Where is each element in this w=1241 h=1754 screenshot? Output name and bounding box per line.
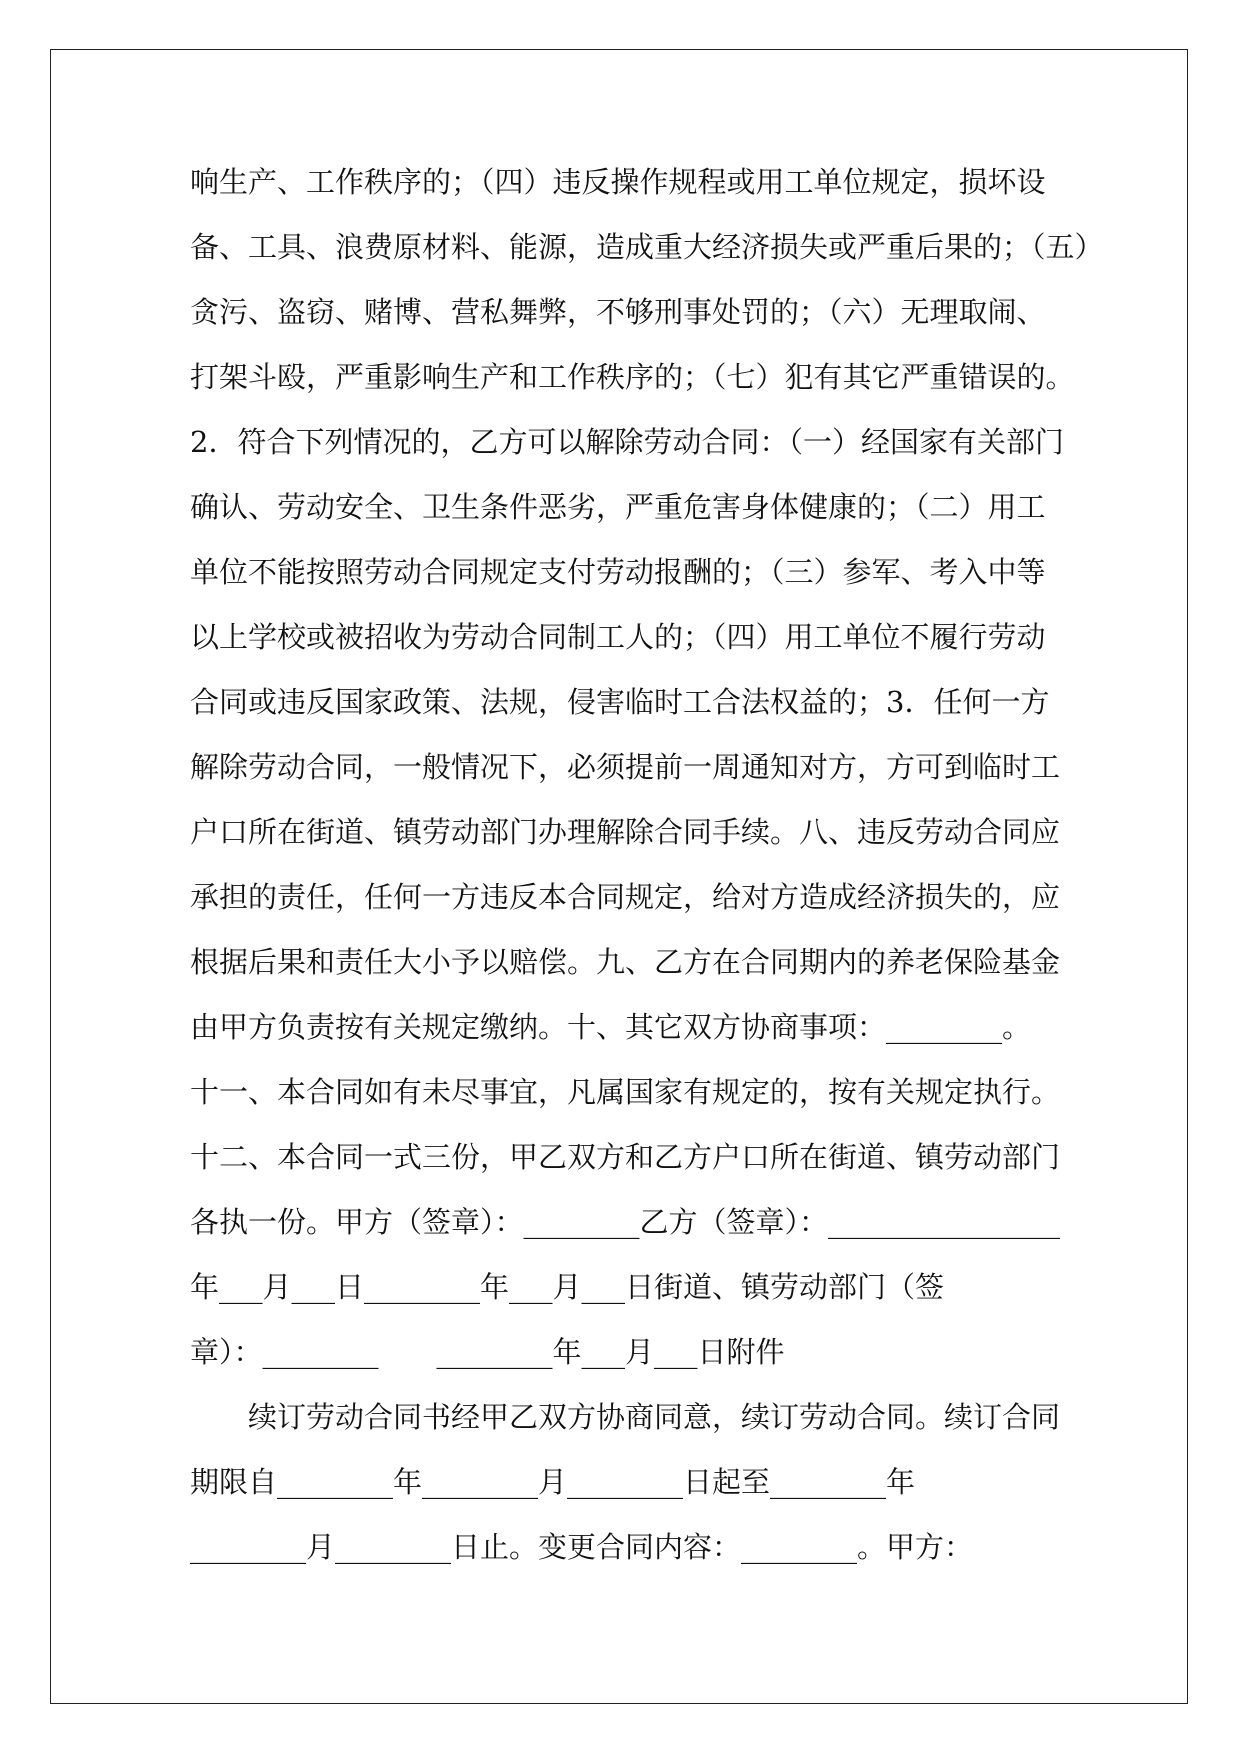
text-line: 贪污、盗窃、赌博、营私舞弊，不够刑事处罚的；（六）无理取闹、 bbox=[190, 295, 1046, 329]
text-line: 2．符合下列情况的，乙方可以解除劳动合同：（一）经国家有关部门 bbox=[190, 425, 1064, 459]
text-line: 户口所在街道、镇劳动部门办理解除合同手续。八、违反劳动合同应 bbox=[190, 815, 1061, 849]
text-line: 合同或违反国家政策、法规，侵害临时工合法权益的；3．任何一方 bbox=[190, 685, 1050, 719]
date-line: 年___月___日________年___月___日街道、镇劳动部门（签 bbox=[190, 1270, 945, 1304]
text-line: 十二、本合同一式三份，甲乙双方和乙方户口所在街道、镇劳动部门 bbox=[190, 1140, 1061, 1174]
date-line: 章）：________ ________年___月___日附件 bbox=[190, 1335, 785, 1369]
text-line: 十一、本合同如有未尽事宜，凡属国家有规定的，按有关规定执行。 bbox=[190, 1075, 1061, 1109]
paragraph-start-line: 续订劳动合同书经甲乙双方协商同意，续订劳动合同。续订合同 bbox=[248, 1400, 1061, 1434]
term-line: 期限自________年________月________日起至________年 bbox=[190, 1465, 916, 1499]
text-line: 响生产、工作秩序的；（四）违反操作规程或用工单位规定，损坏设 bbox=[190, 165, 1046, 199]
text-line: 以上学校或被招收为劳动合同制工人的；（四）用工单位不履行劳动 bbox=[190, 620, 1046, 654]
text-line: 由甲方负责按有关规定缴纳。十、其它双方协商事项：________。 bbox=[190, 1010, 1032, 1044]
text-line: 单位不能按照劳动合同规定支付劳动报酬的；（三）参军、考入中等 bbox=[190, 555, 1046, 589]
text-line: 备、工具、浪费原材料、能源，造成重大经济损失或严重后果的；（五） bbox=[190, 230, 1104, 264]
text-line: 打架斗殴，严重影响生产和工作秩序的；（七）犯有其它严重错误的。 bbox=[190, 360, 1075, 394]
text-line: 确认、劳动安全、卫生条件恶劣，严重危害身体健康的；（二）用工 bbox=[190, 490, 1046, 524]
term-line: ________月________日止。变更合同内容：________。甲方： bbox=[190, 1530, 974, 1564]
document-body bbox=[190, 160, 1104, 1590]
text-line: 解除劳动合同，一般情况下，必须提前一周通知对方，方可到临时工 bbox=[190, 750, 1061, 784]
text-line: 承担的责任，任何一方违反本合同规定，给对方造成经济损失的，应 bbox=[190, 880, 1061, 914]
signature-line: 各执一份。甲方（签章）：________乙方（签章）：________________ bbox=[190, 1205, 1061, 1239]
text-line: 根据后果和责任大小予以赔偿。九、乙方在合同期内的养老保险基金 bbox=[190, 945, 1061, 979]
